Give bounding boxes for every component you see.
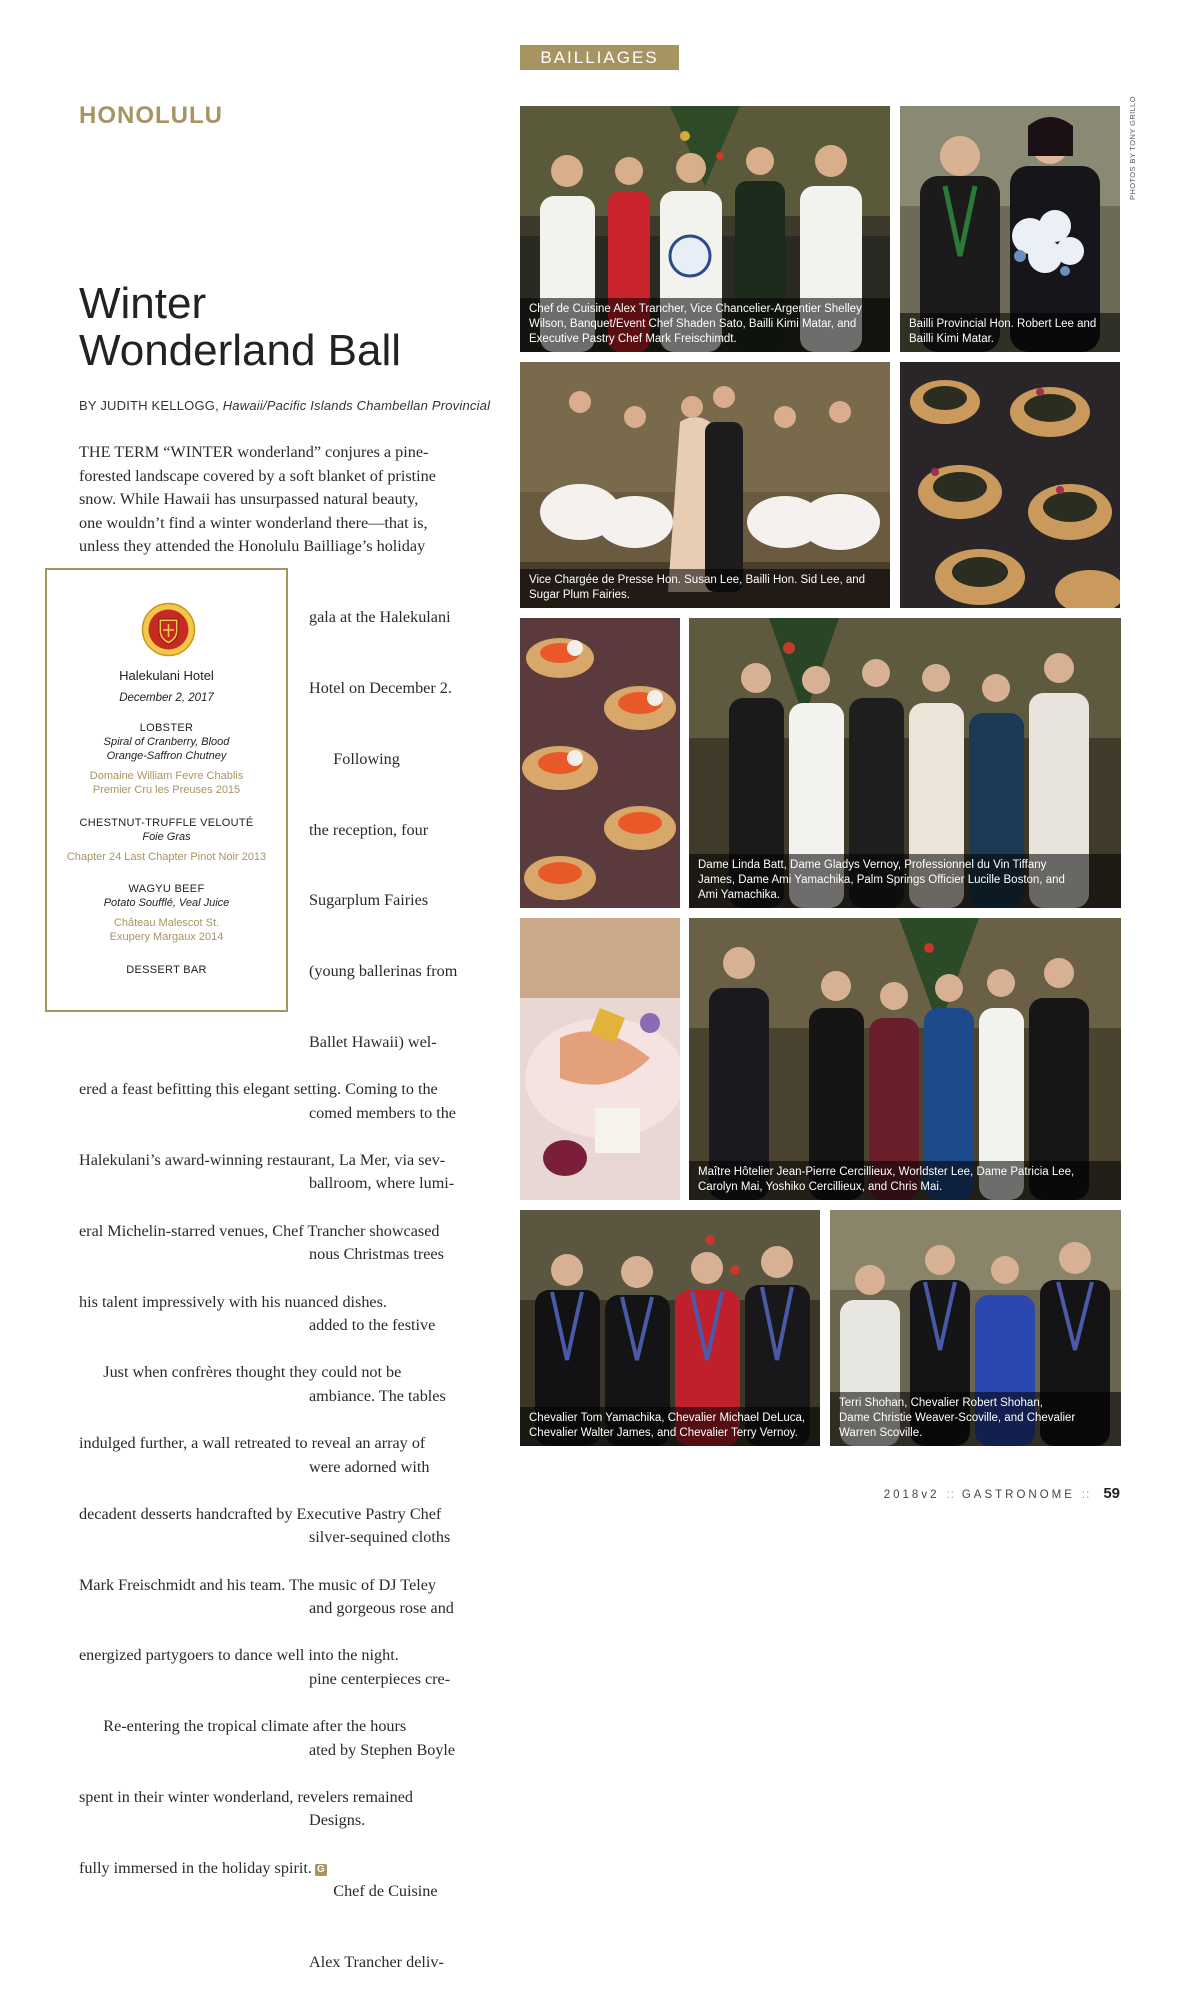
caption-line: Ami Yamachika.: [698, 889, 781, 901]
footer-separator: ::: [1081, 1489, 1091, 1501]
caption-line: Bailli Provincial Hon. Robert Lee and: [909, 318, 1097, 330]
photo-caption: [520, 1407, 820, 1446]
text-line: silver-sequined cloths: [309, 1528, 451, 1547]
text-line: Designs.: [309, 1811, 366, 1830]
text-line: Mark Freischmidt and his team. The music of DJ Teley: [79, 1575, 437, 1594]
text-line: ambiance. The tables: [309, 1386, 446, 1405]
text-line: Re-entering the tropical climate after the hours: [79, 1717, 407, 1736]
text-line: [79, 1857, 479, 1881]
menu-venue: Halekulani Hotel: [119, 668, 214, 683]
caption-line: Executive Pastry Chef Mark Freischimdt.: [529, 333, 737, 345]
text-line: energized partygoers to dance well into the night.: [79, 1646, 399, 1665]
caption-line: Chevalier Walter James, and Chevalier Terry Vernoy.: [529, 1427, 798, 1439]
footer-separator: ::: [946, 1489, 955, 1501]
caption-line: James, Dame Ami Yamachika, Palm Springs Officier Lucille Boston, and: [698, 874, 1065, 886]
page-number: 59: [1103, 1485, 1120, 1502]
caption-line: Dame Linda Batt, Dame Gladys Vernoy, Professionnel du Vin Tiffany: [698, 859, 1047, 871]
menu-box: [45, 568, 288, 1012]
caption-line: Bailli Kimi Matar.: [909, 333, 994, 345]
photo-caviar-image: [900, 362, 1120, 608]
caption-line: Wilson, Banquet/Event Chef Shaden Sato, Bailli Kimi Matar, and: [529, 318, 857, 330]
article-paragraph-1: [79, 441, 479, 559]
text-line: added to the festive: [309, 1316, 436, 1334]
menu-wine: Premier Cru les Preuses 2015: [92, 784, 241, 796]
menu-dish-desc: Spiral of Cranberry, Blood: [103, 736, 230, 748]
photo-dessert-image: [520, 918, 680, 1200]
article-paragraph-rest: [79, 1031, 479, 1904]
text-line: his talent impressively with his nuanced dishes.: [79, 1292, 387, 1311]
caption-line: Maître Hôtelier Jean-Pierre Cercillieux, Worldster Lee, Dame Patricia Lee,: [698, 1166, 1075, 1178]
caption-line: Dame Christie Weaver-Scoville, and Chevalier: [839, 1412, 1076, 1424]
text-line: ered a feast befitting this elegant setting. Coming to the: [79, 1080, 438, 1099]
chaine-crest-icon: [141, 602, 196, 657]
text-line: Alex Trancher deliv-: [309, 1953, 444, 1972]
text-line: Sugarplum Fairies: [309, 891, 429, 910]
text-line: Ballet Hawaii) wel-: [309, 1032, 437, 1051]
text-line: eral Michelin-starred venues, Chef Trancher showcased: [79, 1221, 440, 1240]
photo-mixed-group: [689, 918, 1121, 1200]
text-line: ballroom, where lumi-: [309, 1174, 455, 1193]
photo-chevaliers: [520, 1210, 820, 1446]
photo-salmon-roe-canapes: [520, 618, 680, 908]
title-line-2: Wonderland Ball: [79, 326, 402, 375]
byline-author: BY JUDITH KELLOGG,: [79, 398, 223, 413]
caption-line: Chevalier Tom Yamachika, Chevalier Michael DeLuca,: [529, 1412, 806, 1424]
photo-bailli-couple: [900, 106, 1120, 352]
text-line: decadent desserts handcrafted by Executive Pastry Chef: [79, 1504, 442, 1523]
menu-wine: Exupery Margaux 2014: [109, 931, 224, 943]
menu-dish: LOBSTER: [139, 722, 194, 734]
photo-chefs-group: [520, 106, 890, 352]
photo-caption: [689, 1161, 1121, 1200]
page-footer: [884, 1485, 1120, 1502]
text-line: ated by Stephen Boyle: [309, 1740, 456, 1759]
menu-dish-desc: Orange-Saffron Chutney: [106, 750, 227, 762]
text-line: pine centerpieces cre-: [309, 1669, 451, 1688]
section-tag: BAILLIAGES: [520, 45, 679, 70]
caption-line: Carolyn Mai, Yoshiko Cercillieux, and Chris Mai.: [698, 1181, 943, 1193]
text-line: Halekulani’s award-winning restaurant, La Mer, via sev-: [79, 1150, 446, 1169]
byline-role: Hawaii/Pacific Islands Chambellan Provincial: [222, 398, 491, 413]
footer-magazine: GASTRONOME: [961, 1489, 1075, 1501]
photo-sugar-plum-fairies: [520, 362, 890, 608]
text-line: Chef de Cuisine: [309, 1882, 438, 1901]
text-line: spent in their winter wonderland, revelers remained: [79, 1788, 413, 1806]
menu-wine: Chapter 24 Last Chapter Pinot Noir 2013: [66, 851, 267, 863]
menu-dish-desc: Potato Soufflé, Veal Juice: [103, 897, 230, 909]
photo-caviar-tarts: [900, 362, 1120, 608]
photo-caption: [689, 854, 1121, 908]
city-heading: HONOLULU: [79, 102, 223, 129]
caption-line: Terri Shohan, Chevalier Robert Shohan,: [839, 1397, 1043, 1409]
caption-line: Vice Chargée de Presse Hon. Susan Lee, Bailli Hon. Sid Lee, and: [529, 574, 866, 586]
title-line-1: Winter: [79, 279, 207, 328]
text-line: comed members to the: [309, 1103, 456, 1122]
photo-credit: [1128, 96, 1140, 200]
photo-dessert: [520, 918, 680, 1200]
text-line: and gorgeous rose and: [309, 1599, 454, 1618]
menu-dish: DESSERT BAR: [126, 964, 207, 976]
menu-wine: Domaine William Fevre Chablis: [89, 770, 244, 782]
text-line: Following: [309, 749, 400, 768]
text-line: one wouldn’t find a winter wonderland there—that is,: [79, 513, 428, 532]
text-line: Hotel on December 2.: [309, 678, 452, 697]
end-mark-icon: G: [315, 1864, 327, 1876]
article-title: [79, 280, 401, 374]
menu-dish-desc: Foie Gras: [142, 831, 191, 843]
text-line: nous Christmas trees: [309, 1245, 444, 1264]
text-line-end: fully immersed in the holiday spirit.: [79, 1858, 312, 1877]
byline: [79, 398, 490, 413]
photo-caption: [520, 298, 890, 352]
photo-mixed-group-image: [689, 918, 1121, 1200]
photo-caption: [900, 313, 1120, 352]
menu-date: December 2, 2017: [119, 692, 214, 704]
text-line: the reception, four: [309, 820, 429, 839]
footer-issue: 2018v2: [883, 1489, 940, 1501]
text-line: snow. While Hawaii has unsurpassed natural beauty,: [79, 490, 419, 509]
photo-two-couples: [830, 1210, 1121, 1446]
menu-dish: WAGYU BEEF: [128, 883, 205, 895]
text-line: gala at the Halekulani: [309, 608, 451, 627]
menu-dish: CHESTNUT-TRUFFLE VELOUTÉ: [79, 817, 254, 829]
photo-caption: [830, 1392, 1121, 1446]
photo-canapes-image: [520, 618, 680, 908]
text-line: forested landscape covered by a soft blanket of pristine: [79, 466, 436, 485]
text-line: were adorned with: [309, 1457, 430, 1476]
text-line: (young ballerinas from: [309, 962, 458, 981]
photo-ladies-group: [689, 618, 1121, 908]
text-line: THE TERM “WINTER wonderland” conjures a pine-: [79, 443, 429, 461]
caption-line: Sugar Plum Fairies.: [529, 589, 630, 601]
text-line: indulged further, a wall retreated to reveal an array of: [79, 1434, 426, 1453]
menu-wine: Château Malescot St.: [113, 917, 220, 929]
caption-line: Warren Scoville.: [839, 1427, 923, 1439]
text-line: unless they attended the Honolulu Bailliage’s holiday: [79, 537, 426, 556]
photo-caption: [520, 569, 890, 608]
text-line: Just when confrères thought they could not be: [79, 1363, 402, 1382]
caption-line: Chef de Cuisine Alex Trancher, Vice Chancelier-Argentier Shelley: [529, 303, 862, 315]
photo-credit-text: PHOTOS BY TONY GRILLO: [1128, 96, 1137, 200]
